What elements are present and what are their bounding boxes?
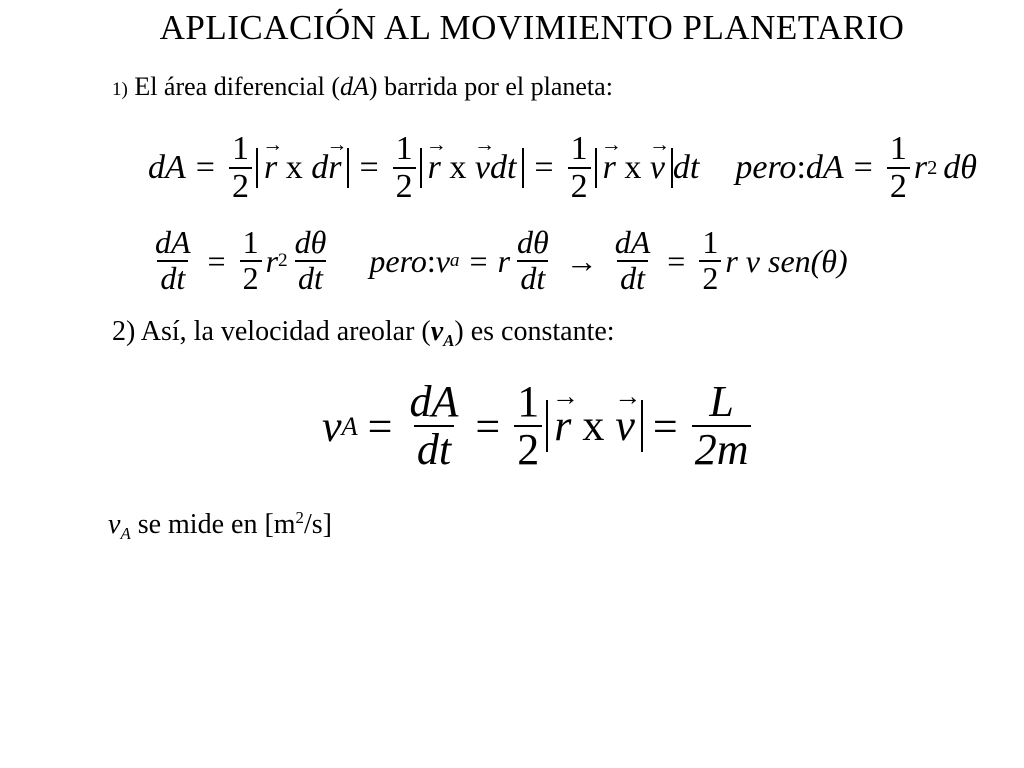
eq2-dtheta-dt-2: $\frac{d\theta}{dt}$ bbox=[517, 224, 549, 296]
unit-var: v bbox=[108, 509, 121, 541]
eq2-r-squared: 2 bbox=[278, 250, 288, 271]
eq1-equals-2: = bbox=[359, 149, 379, 186]
eq1-cross-r-v: r → x v → bbox=[595, 148, 673, 189]
eq1-equals-1: = bbox=[195, 149, 215, 186]
eq2-dA-dt: $\frac{dA}{dt}$ bbox=[155, 224, 191, 296]
unit-text: se mide en [m bbox=[130, 509, 296, 541]
eq3-equals-1: = bbox=[367, 401, 393, 451]
eq1-half-3: $\frac{1}{2}$ bbox=[568, 131, 591, 204]
eq2-r-v-sen: r v sen(θ) bbox=[725, 242, 848, 279]
eq3-A-subscript: A bbox=[341, 410, 358, 441]
eq2-colon: : bbox=[426, 242, 436, 279]
eq3-equals-3: = bbox=[652, 401, 678, 451]
eq1-dtheta: dθ bbox=[943, 149, 977, 186]
item-2-sub: A bbox=[443, 330, 455, 350]
eq1-pero: pero bbox=[735, 149, 797, 186]
eq2-half-1: $\frac{1}{2}$ bbox=[240, 226, 262, 295]
equation-area-differential bbox=[148, 118, 977, 218]
slide-title: APLICACIÓN AL MOVIMIENTO PLANETARIO bbox=[159, 8, 905, 47]
item-2-text-before: 2) Así, la velocidad areolar ( bbox=[112, 316, 431, 347]
eq1-equals-4: = bbox=[853, 149, 873, 186]
item-1-number: 1) bbox=[112, 79, 128, 100]
eq1-dt: dt bbox=[672, 149, 700, 186]
item-1-var: dA bbox=[340, 72, 369, 101]
eq1-half-1: $\frac{1}{2}$ bbox=[229, 131, 252, 204]
eq2-dA-dt-2: $\frac{dA}{dt}$ bbox=[614, 224, 651, 296]
eq3-L-over-2m: $\frac{L}{2m}$ bbox=[692, 379, 752, 473]
item-1 bbox=[112, 72, 613, 102]
unit-text-end: /s] bbox=[303, 509, 332, 541]
eq2-half-2: $\frac{1}{2}$ bbox=[699, 226, 721, 295]
eq3-dA-dt: $\frac{dA}{dt}$ bbox=[409, 376, 459, 474]
item-1-text-before: El área diferencial ( bbox=[134, 72, 341, 101]
eq1-equals-3: = bbox=[534, 149, 554, 186]
eq1-cross-r-dr: r → x dr → bbox=[256, 148, 349, 189]
eq2-r-2: r bbox=[497, 242, 511, 279]
eq2-dtheta-dt: $\frac{d\theta}{dt}$ bbox=[294, 224, 327, 296]
eq2-a-subscript: a bbox=[449, 250, 460, 271]
eq2-arrow: → bbox=[565, 242, 598, 279]
eq3-cross-r-v: r → x v → bbox=[546, 400, 643, 453]
item-2-var: v bbox=[430, 316, 444, 347]
item-2-text-after: ) es constante: bbox=[454, 316, 615, 347]
equation-area-rate bbox=[148, 218, 848, 304]
eq1-colon: : bbox=[796, 149, 806, 186]
eq1-r-squared: 2 bbox=[927, 156, 938, 179]
item-2 bbox=[112, 316, 615, 351]
eq1-r: r bbox=[913, 149, 928, 186]
unit-sub: A bbox=[120, 523, 131, 543]
unit-note bbox=[108, 508, 332, 544]
eq2-va: v bbox=[435, 242, 450, 279]
eq2-equals-1: = bbox=[207, 242, 226, 279]
unit-sup: 2 bbox=[295, 508, 304, 527]
eq1-cross-r-vdt: r → x v →dt bbox=[420, 148, 525, 189]
eq2-r: r bbox=[265, 242, 279, 279]
item-1-text-after: ) barrida por el planeta: bbox=[368, 72, 613, 101]
eq1-dA-2: dA bbox=[805, 149, 844, 186]
eq3-equals-2: = bbox=[475, 401, 501, 451]
eq1-half-4: $\frac{1}{2}$ bbox=[887, 131, 910, 204]
eq1-dA: dA bbox=[148, 149, 186, 186]
eq2-pero: pero bbox=[369, 242, 427, 279]
eq3-half: $\frac{1}{2}$ bbox=[514, 379, 542, 473]
eq1-half-2: $\frac{1}{2}$ bbox=[393, 131, 416, 204]
eq2-equals-3: = bbox=[667, 242, 686, 279]
equation-areolar-velocity bbox=[322, 376, 755, 476]
eq3-vA: v bbox=[322, 401, 342, 451]
eq2-equals-2: = bbox=[469, 242, 488, 279]
